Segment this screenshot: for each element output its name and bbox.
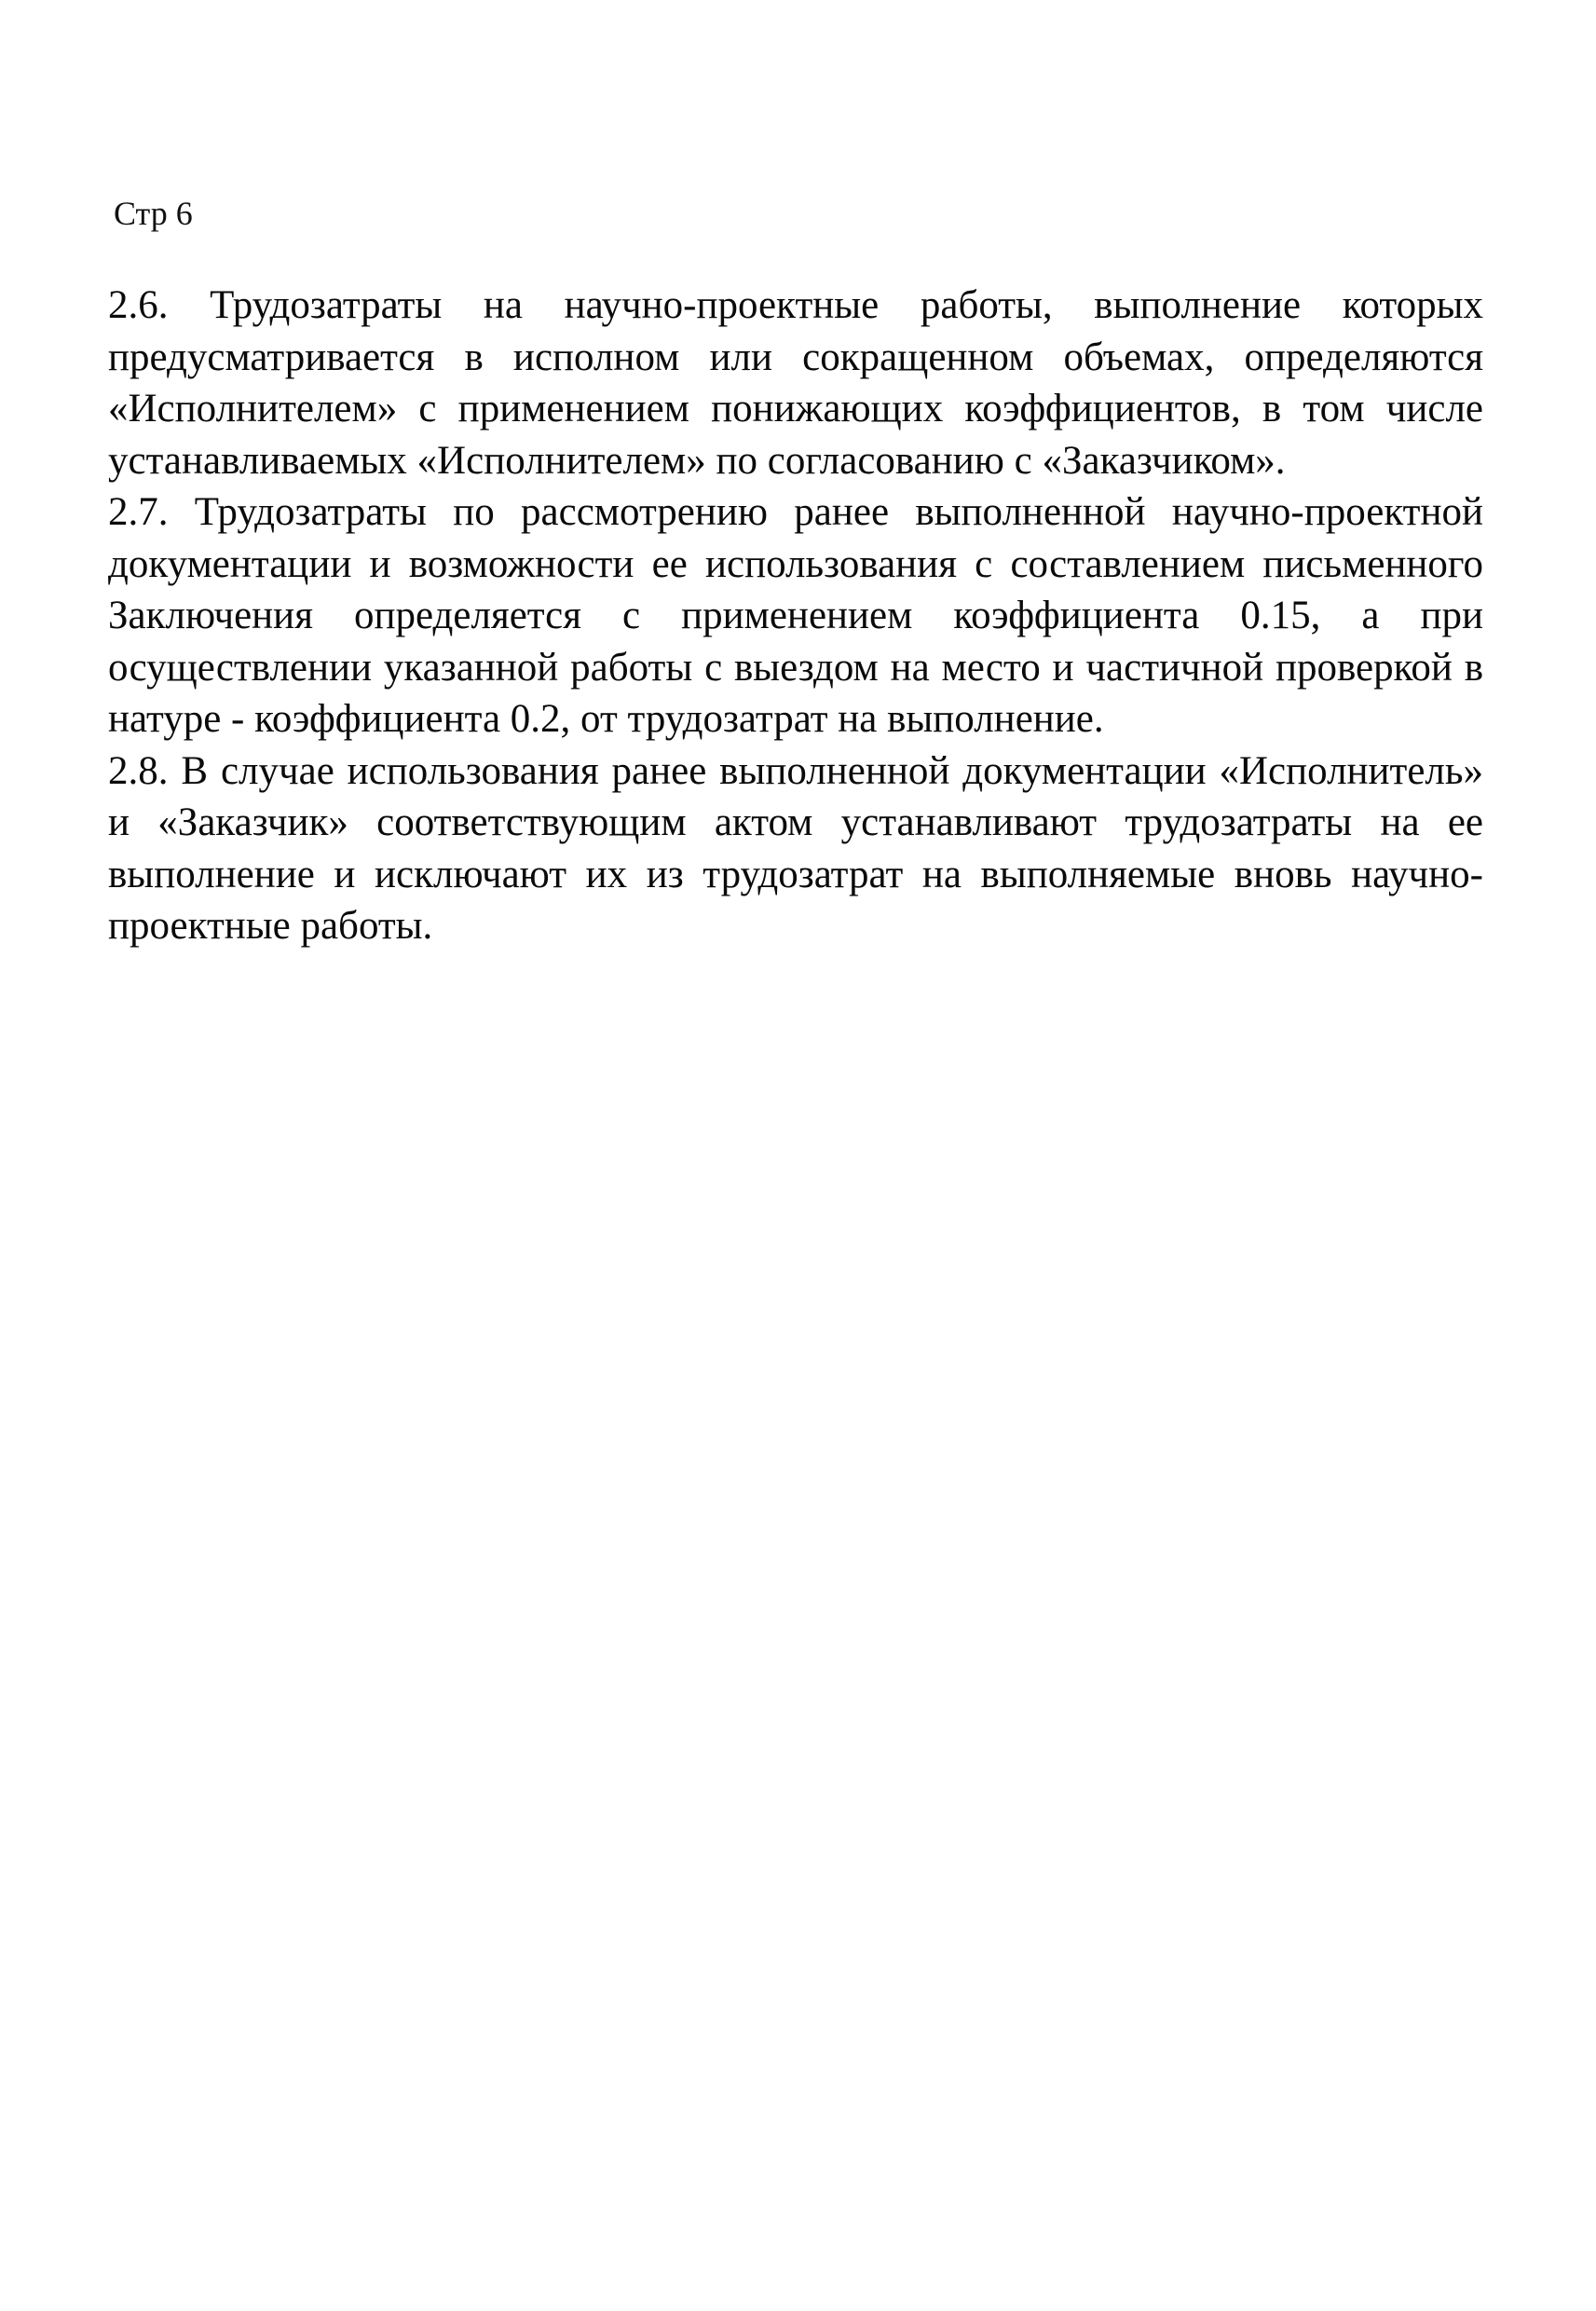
page-number-header: Стр 6 (114, 195, 193, 232)
paragraph-2-8: 2.8. В случае использования ранее выполненной документации «Исполнитель» и «Заказчик» соответствующим актом устанавливают трудозатраты на ее выполнение и исключают их из трудозатрат на выполняемые вновь научно-проектные работы. (108, 748, 1483, 948)
paragraph-2-6: 2.6. Трудозатраты на научно-проектные работы, выполнение которых предусматривается в исполном или сокращенном объемах, определяются «Исполнителем» с применением понижающих коэффициентов, в том числе устанавливаемых «Исполнителем» по согласованию с «Заказчиком». (108, 283, 1483, 483)
document-body (108, 280, 1483, 952)
paragraph-2-7: 2.7. Трудозатраты по рассмотрению ранее выполненной научно-проектной документации и возможности ее использования с составлением письменного Заключения определяется с применением коэффициента 0.15, а при осуществлении указанной работы с выездом на место и частичной проверкой в натуре - коэффициента 0.2, от трудозатрат на выполнение. (108, 490, 1483, 741)
